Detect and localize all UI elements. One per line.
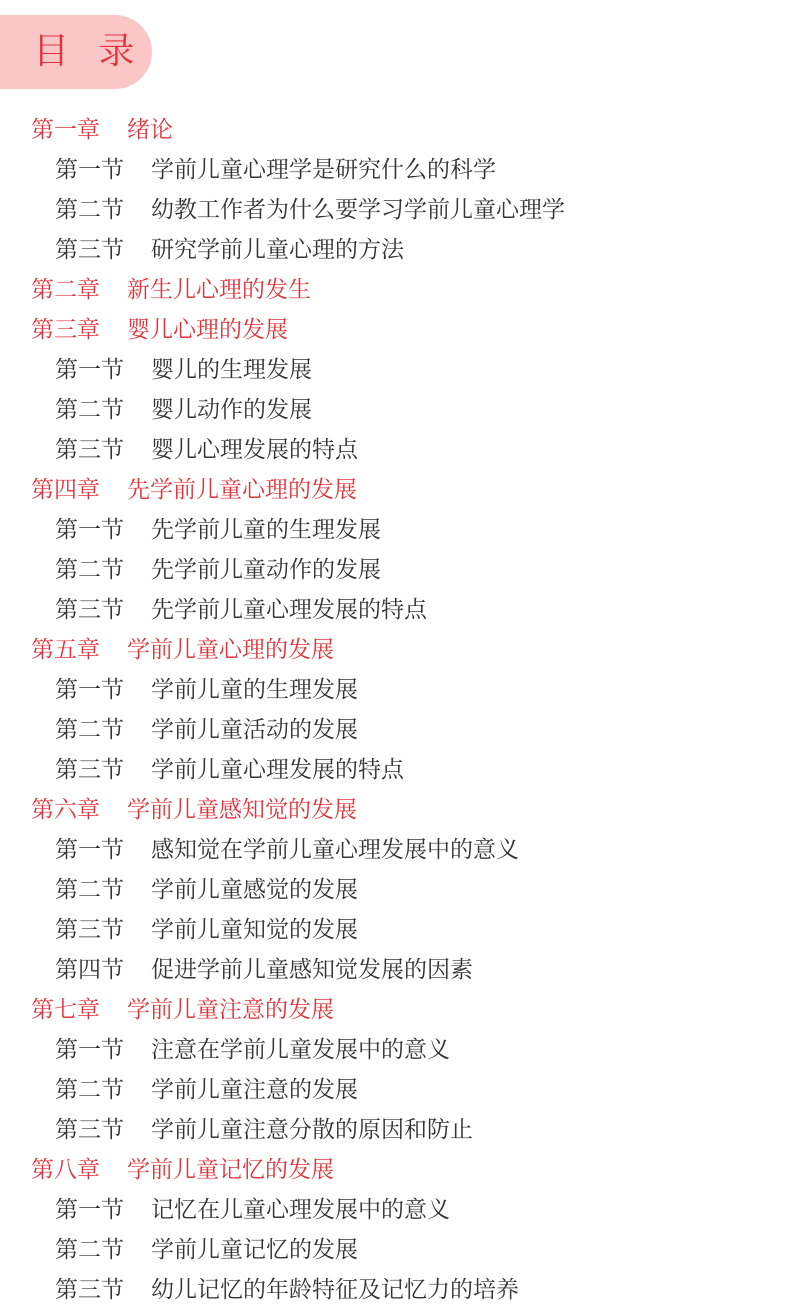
chapter-number: 第三章 (31, 317, 100, 343)
section-title: 先学前儿童动作的发展 (151, 557, 381, 583)
toc-section[interactable] (0, 910, 790, 950)
chapter-title: 学前儿童心理的发展 (127, 637, 334, 663)
chapter-number: 第七章 (31, 997, 100, 1023)
section-title: 学前儿童的生理发展 (151, 677, 358, 703)
toc-header-tab (0, 15, 152, 89)
chapter-title: 婴儿心理的发展 (127, 317, 288, 343)
chapter-number: 第一章 (31, 117, 100, 143)
section-number: 第一节 (55, 517, 124, 543)
section-number: 第二节 (55, 877, 124, 903)
section-title: 学前儿童心理学是研究什么的科学 (151, 157, 496, 183)
toc-section[interactable] (0, 230, 790, 270)
toc-section[interactable] (0, 710, 790, 750)
toc-list (0, 110, 790, 1310)
chapter-number: 第五章 (31, 637, 100, 663)
section-title: 先学前儿童的生理发展 (151, 517, 381, 543)
section-number: 第三节 (55, 437, 124, 463)
toc-section[interactable] (0, 1230, 790, 1270)
toc-section[interactable] (0, 430, 790, 470)
section-title: 先学前儿童心理发展的特点 (151, 597, 427, 623)
toc-chapter[interactable] (0, 990, 790, 1030)
toc-section[interactable] (0, 830, 790, 870)
toc-section[interactable] (0, 550, 790, 590)
toc-chapter[interactable] (0, 310, 790, 350)
section-number: 第一节 (55, 837, 124, 863)
toc-section[interactable] (0, 590, 790, 630)
chapter-title: 学前儿童记忆的发展 (127, 1157, 334, 1183)
toc-section[interactable] (0, 870, 790, 910)
section-title: 婴儿的生理发展 (151, 357, 312, 383)
section-number: 第二节 (55, 1077, 124, 1103)
toc-section[interactable] (0, 1070, 790, 1110)
chapter-title: 学前儿童注意的发展 (127, 997, 334, 1023)
toc-section[interactable] (0, 510, 790, 550)
section-number: 第三节 (55, 1277, 124, 1303)
toc-section[interactable] (0, 1110, 790, 1150)
section-title: 幼儿记忆的年龄特征及记忆力的培养 (151, 1277, 519, 1303)
toc-section[interactable] (0, 1030, 790, 1070)
toc-chapter[interactable] (0, 1150, 790, 1190)
section-number: 第二节 (55, 557, 124, 583)
section-title: 学前儿童注意分散的原因和防止 (151, 1117, 473, 1143)
section-title: 研究学前儿童心理的方法 (151, 237, 404, 263)
section-number: 第三节 (55, 237, 124, 263)
section-number: 第一节 (55, 1037, 124, 1063)
chapter-title: 绪论 (127, 117, 173, 143)
section-number: 第一节 (55, 677, 124, 703)
toc-section[interactable] (0, 950, 790, 990)
section-title: 注意在学前儿童发展中的意义 (151, 1037, 450, 1063)
section-title: 婴儿动作的发展 (151, 397, 312, 423)
chapter-title: 新生儿心理的发生 (127, 277, 311, 303)
section-number: 第二节 (55, 1237, 124, 1263)
section-number: 第三节 (55, 1117, 124, 1143)
chapter-title: 学前儿童感知觉的发展 (127, 797, 357, 823)
toc-section[interactable] (0, 670, 790, 710)
chapter-number: 第六章 (31, 797, 100, 823)
toc-chapter[interactable] (0, 470, 790, 510)
toc-section[interactable] (0, 150, 790, 190)
section-title: 幼教工作者为什么要学习学前儿童心理学 (151, 197, 565, 223)
section-number: 第四节 (55, 957, 124, 983)
toc-chapter[interactable] (0, 630, 790, 670)
section-number: 第三节 (55, 757, 124, 783)
section-title: 记忆在儿童心理发展中的意义 (151, 1197, 450, 1223)
toc-section[interactable] (0, 750, 790, 790)
section-title: 促进学前儿童感知觉发展的因素 (151, 957, 473, 983)
toc-section[interactable] (0, 1270, 790, 1310)
section-number: 第一节 (55, 1197, 124, 1223)
section-title: 学前儿童知觉的发展 (151, 917, 358, 943)
section-number: 第二节 (55, 397, 124, 423)
section-title: 学前儿童记忆的发展 (151, 1237, 358, 1263)
section-number: 第二节 (55, 717, 124, 743)
toc-chapter[interactable] (0, 270, 790, 310)
section-number: 第三节 (55, 917, 124, 943)
toc-section[interactable] (0, 390, 790, 430)
toc-chapter[interactable] (0, 790, 790, 830)
chapter-number: 第四章 (31, 477, 100, 503)
section-title: 学前儿童感觉的发展 (151, 877, 358, 903)
section-title: 学前儿童心理发展的特点 (151, 757, 404, 783)
chapter-number: 第二章 (31, 277, 100, 303)
section-number: 第二节 (55, 197, 124, 223)
section-title: 学前儿童活动的发展 (151, 717, 358, 743)
section-number: 第一节 (55, 157, 124, 183)
toc-section[interactable] (0, 350, 790, 390)
chapter-title: 先学前儿童心理的发展 (127, 477, 357, 503)
section-title: 婴儿心理发展的特点 (151, 437, 358, 463)
toc-section[interactable] (0, 190, 790, 230)
section-title: 感知觉在学前儿童心理发展中的意义 (151, 837, 519, 863)
toc-title: 目 录 (33, 31, 144, 72)
section-title: 学前儿童注意的发展 (151, 1077, 358, 1103)
section-number: 第三节 (55, 597, 124, 623)
toc-chapter[interactable] (0, 110, 790, 150)
chapter-number: 第八章 (31, 1157, 100, 1183)
section-number: 第一节 (55, 357, 124, 383)
toc-section[interactable] (0, 1190, 790, 1230)
